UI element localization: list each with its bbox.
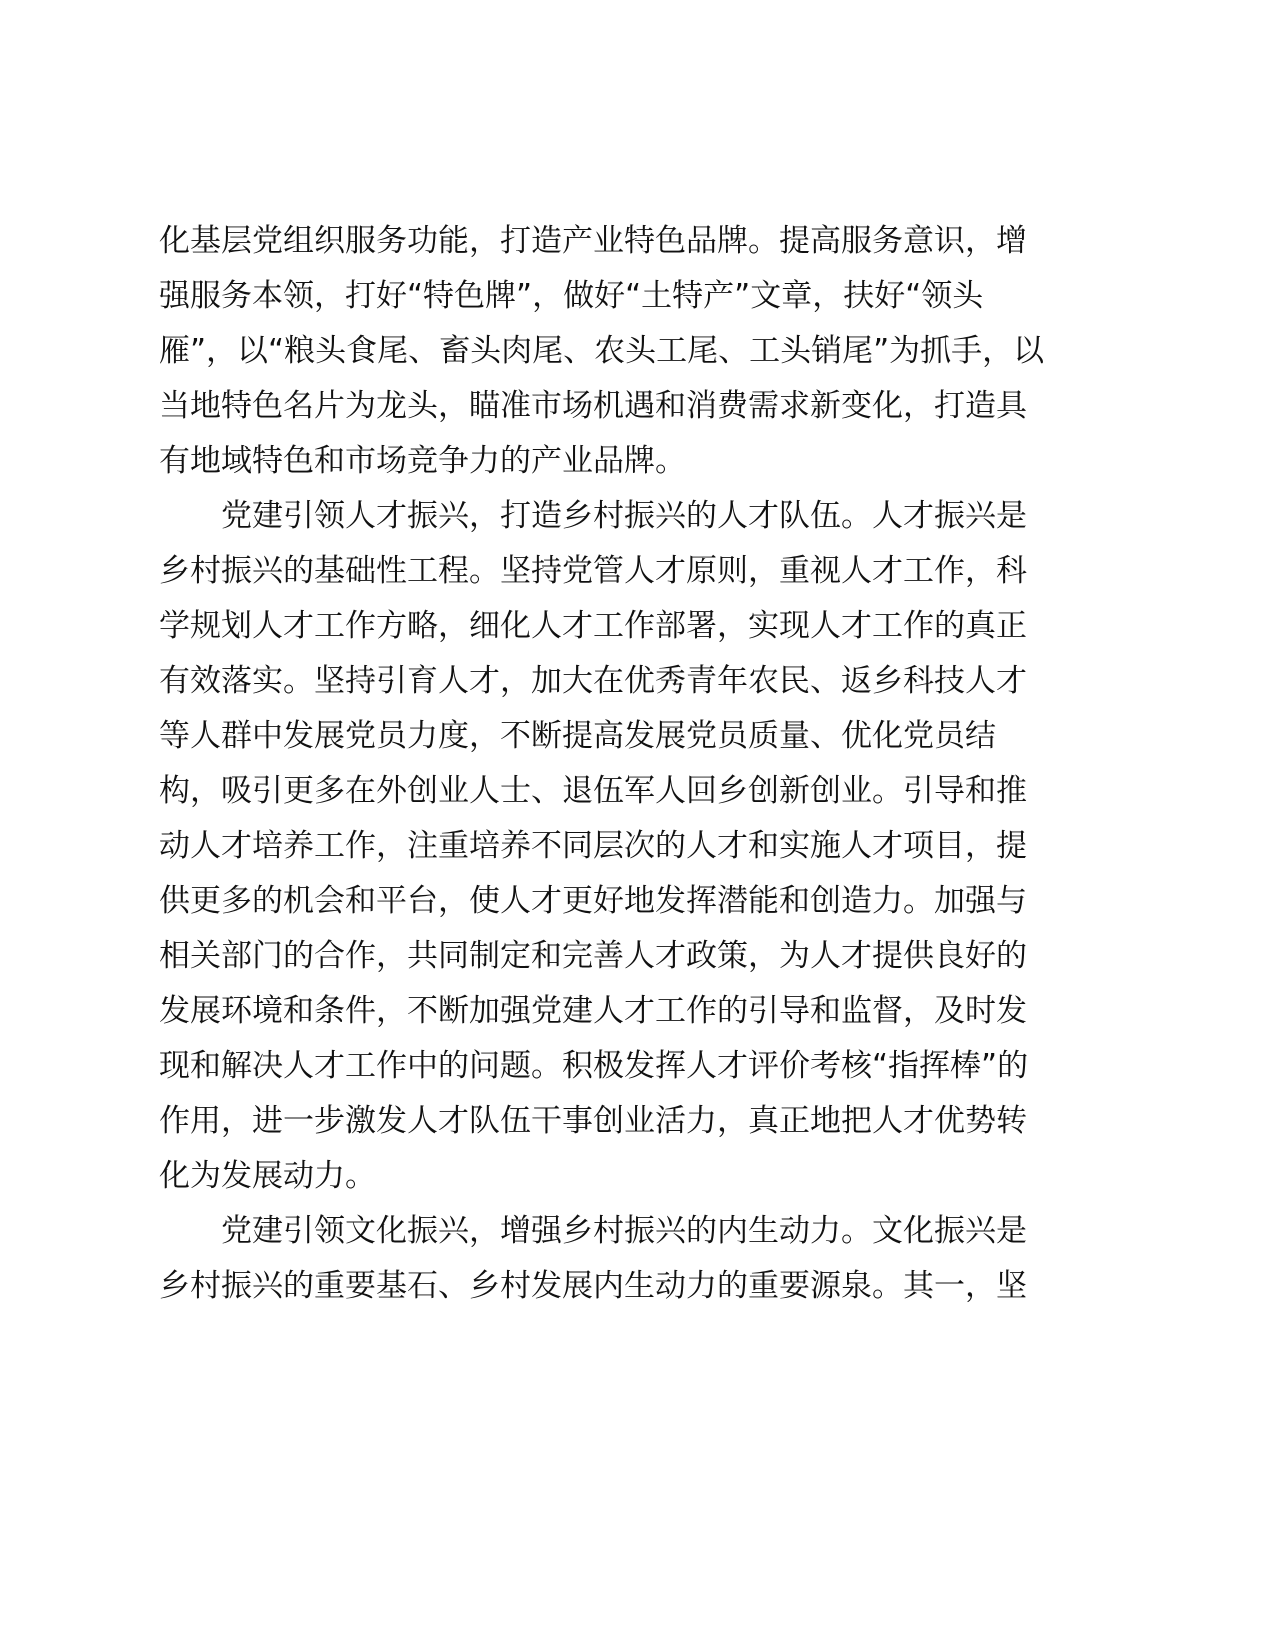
text-line: 动人才培养工作，注重培养不同层次的人才和实施人才项目，提 bbox=[159, 828, 1027, 864]
text-line: 化基层党组织服务功能，打造产业特色品牌。提高服务意识，增 bbox=[159, 223, 1027, 259]
text-line: 乡村振兴的基础性工程。坚持党管人才原则，重视人才工作，科 bbox=[159, 553, 1027, 589]
paragraph-first-line: 党建引领文化振兴，增强乡村振兴的内生动力。文化振兴是 bbox=[221, 1213, 1027, 1249]
text-line: 作用，进一步激发人才队伍干事创业活力，真正地把人才优势转 bbox=[159, 1103, 1027, 1139]
text-line: 供更多的机会和平台，使人才更好地发挥潜能和创造力。加强与 bbox=[159, 883, 1027, 919]
text-line: 有效落实。坚持引育人才，加大在优秀青年农民、返乡科技人才 bbox=[159, 663, 1027, 699]
text-line: 化为发展动力。 bbox=[159, 1158, 376, 1194]
paragraph-first-line: 党建引领人才振兴，打造乡村振兴的人才队伍。人才振兴是 bbox=[221, 498, 1027, 534]
text-line: 发展环境和条件，不断加强党建人才工作的引导和监督，及时发 bbox=[159, 993, 1027, 1029]
text-line: 现和解决人才工作中的问题。积极发挥人才评价考核“指挥棒”的 bbox=[159, 1048, 1029, 1084]
text-line: 学规划人才工作方略，细化人才工作部署，实现人才工作的真正 bbox=[159, 608, 1027, 644]
text-line: 雁”，以“粮头食尾、畜头肉尾、农头工尾、工头销尾”为抓手，以 bbox=[159, 333, 1045, 369]
text-line: 强服务本领，打好“特色牌”，做好“土特产”文章，扶好“领头 bbox=[159, 278, 984, 314]
text-line: 等人群中发展党员力度，不断提高发展党员质量、优化党员结 bbox=[159, 718, 996, 754]
body-text bbox=[159, 214, 1059, 1314]
text-line: 构，吸引更多在外创业人士、退伍军人回乡创新创业。引导和推 bbox=[159, 773, 1027, 809]
text-line: 相关部门的合作，共同制定和完善人才政策，为人才提供良好的 bbox=[159, 938, 1027, 974]
text-line: 乡村振兴的重要基石、乡村发展内生动力的重要源泉。其一，坚 bbox=[159, 1268, 1027, 1304]
text-line: 有地域特色和市场竞争力的产业品牌。 bbox=[159, 443, 686, 479]
text-line: 当地特色名片为龙头，瞄准市场机遇和消费需求新变化，打造具 bbox=[159, 388, 1027, 424]
